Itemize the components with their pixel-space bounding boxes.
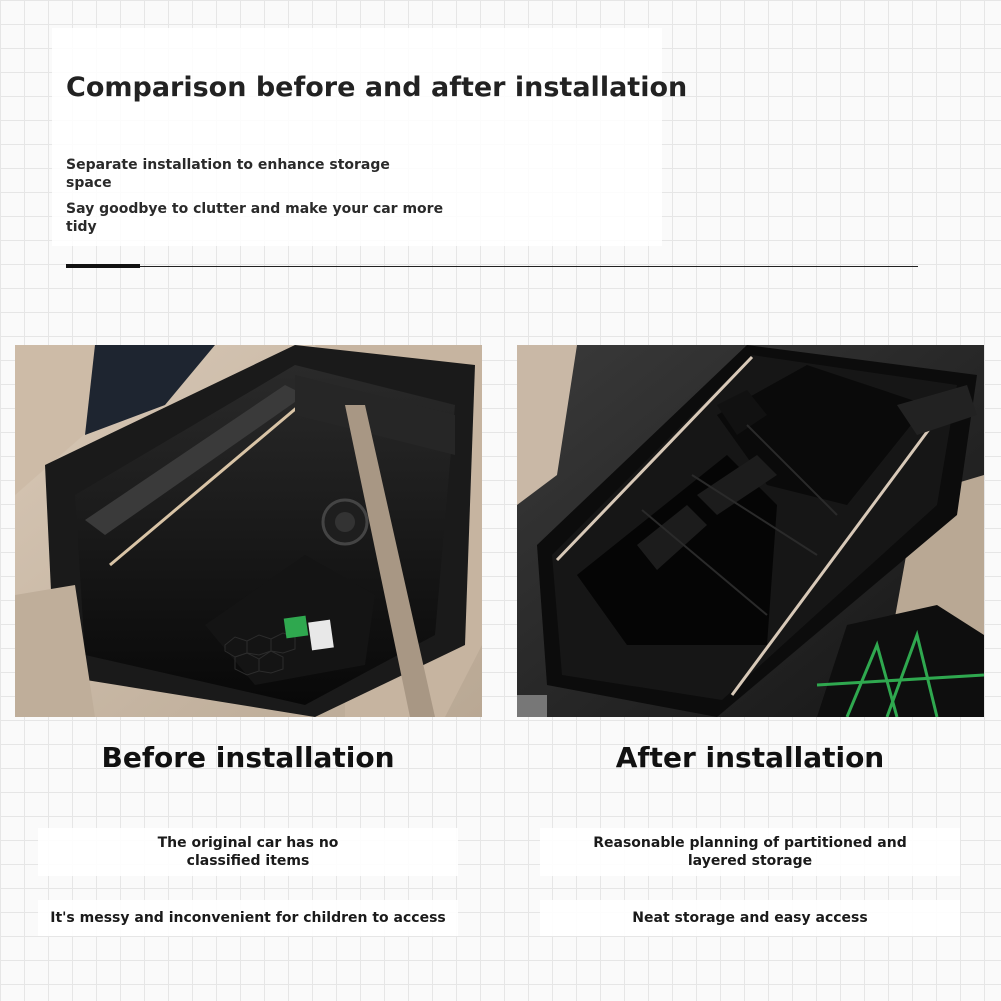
subtitle-line-2: Say goodbye to clutter and make your car more tidy bbox=[66, 201, 444, 235]
after-title: After installation bbox=[615, 741, 885, 774]
after-description-2: Neat storage and easy access bbox=[540, 900, 960, 936]
before-description-2: It's messy and inconvenient for children to access bbox=[38, 900, 458, 936]
before-description-1-text: The original car has no classified items bbox=[157, 835, 339, 869]
before-title: Before installation bbox=[101, 741, 395, 774]
after-description-1-text: Reasonable planning of partitioned and layered storage bbox=[593, 835, 907, 869]
page-title: Comparison before and after installation bbox=[66, 72, 688, 103]
after-installation-photo bbox=[517, 345, 984, 717]
divider-accent bbox=[66, 264, 140, 268]
before-installation-photo bbox=[15, 345, 482, 717]
divider-line bbox=[66, 266, 918, 267]
after-description-1 bbox=[540, 828, 960, 876]
subtitle-line-1: Separate installation to enhance storage space bbox=[66, 157, 390, 191]
before-description-1 bbox=[38, 828, 458, 876]
